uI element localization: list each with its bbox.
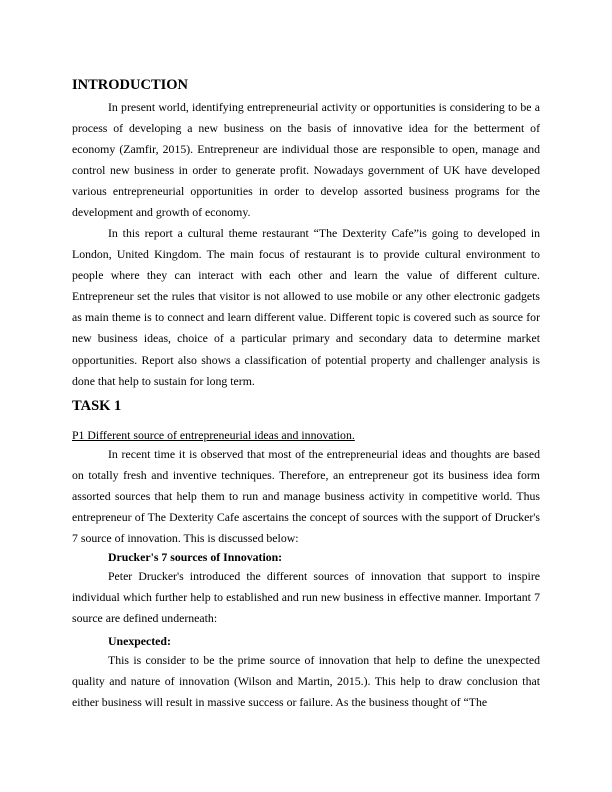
- task1-subheading: P1 Different source of entrepreneurial ideas and innovation.: [72, 428, 355, 442]
- unexpected-heading: Unexpected:: [108, 634, 171, 648]
- task1-heading: TASK 1: [72, 398, 122, 414]
- introduction-heading: INTRODUCTION: [72, 77, 189, 93]
- task1-paragraph-1: In recent time it is observed that most of the entrepreneurial ideas and thoughts are based on totally fresh and inventive techniques. Therefore, an entrepreneur got its business idea form assorted sources that help them to run and manage business activity in competitive world. Thus entrepreneur of The Dexterity Cafe ascertains the concept of sources with the support of Drucker's 7 source of innovation. This is discussed below:: [72, 447, 540, 546]
- task1-paragraph-2: Peter Drucker's introduced the different sources of innovation that support to inspire individual which further help to established and run new business in effective manner. Important 7 source are defined underneath:: [72, 569, 540, 626]
- introduction-paragraph-1: In present world, identifying entrepreneurial activity or opportunities is considering to be a process of developing a new business on the basis of innovative idea for the betterment of economy (Zamfir, 2015). Entrepreneur are individual those are responsible to open, manage and control new business in order to generate profit. Nowadays government of UK have developed various entrepreneurial opportunities in order to develop assorted business programs for the development and growth of economy.: [72, 100, 540, 220]
- drucker-sources-heading: Drucker's 7 sources of Innovation:: [108, 550, 283, 564]
- introduction-paragraph-2: In this report a cultural theme restaurant “The Dexterity Cafe”is going to developed in London, United Kingdom. The main focus of restaurant is to provide cultural environment to people where they can interact with each other and learn the value of different culture. Entrepreneur set the rules that visitor is not allowed to use mobile or any other electronic gadgets as main theme is to connect and learn different value. Different topic is covered such as source for new business ideas, choice of a particular primary and secondary data to determine market opportunities. Report also shows a classification of potential property and challenger analysis is done that help to sustain for long term.: [72, 226, 540, 388]
- task1-paragraph-3: This is consider to be the prime source of innovation that help to define the unexpected quality and nature of innovation (Wilson and Martin, 2015.). This help to draw conclusion that either business will result in massive success or failure. As the business thought of “The: [72, 653, 540, 710]
